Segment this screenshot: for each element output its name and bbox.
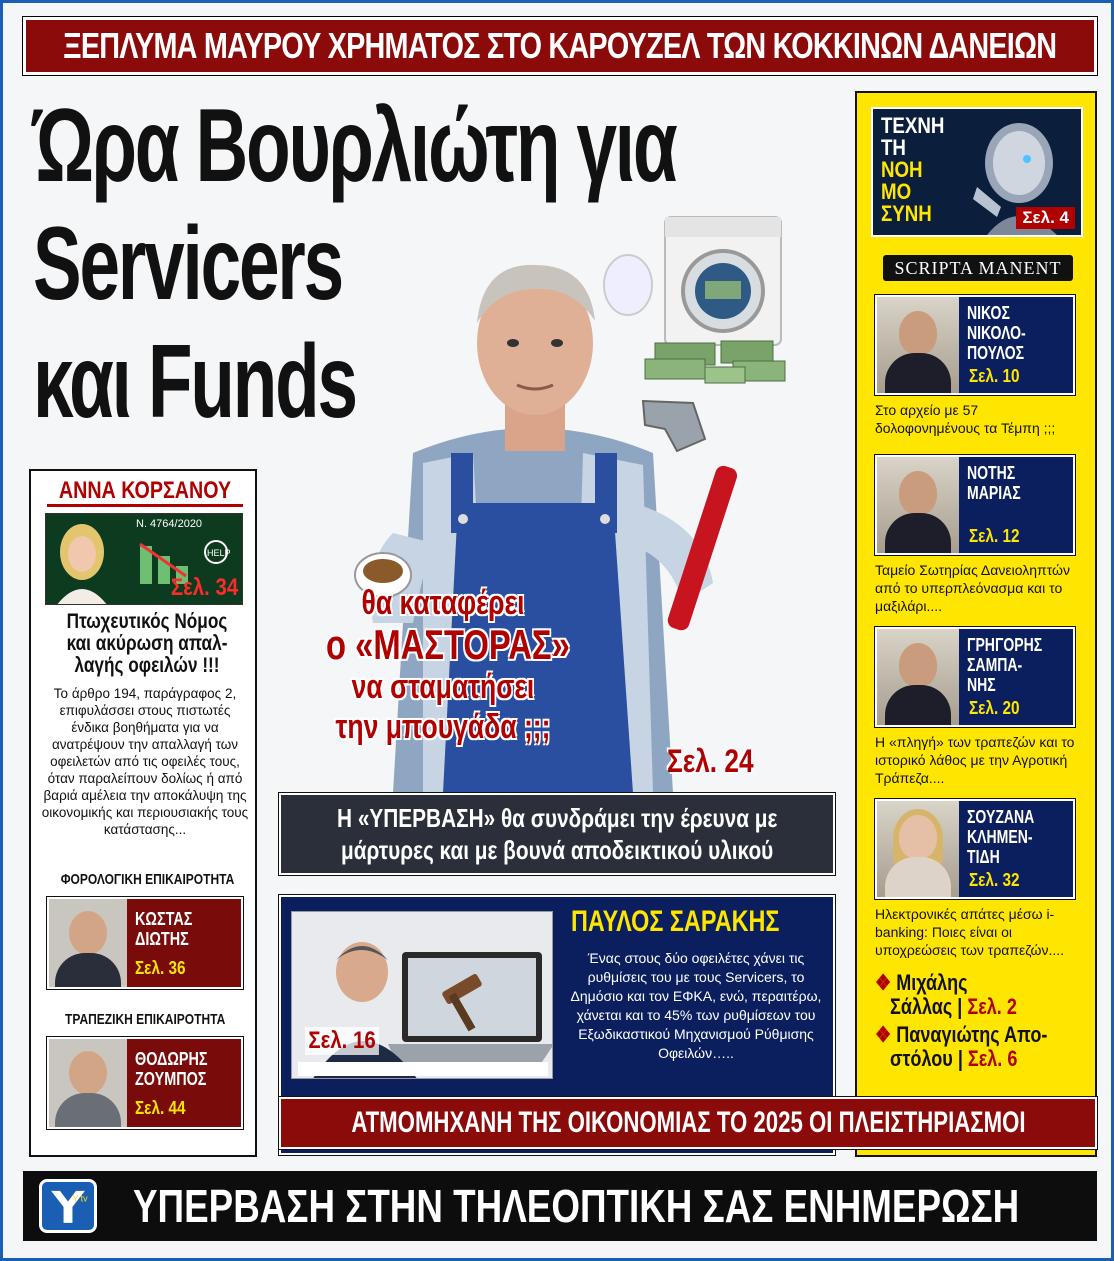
- washing-machine-icon: [604, 217, 781, 345]
- headline-line-1: Ώρα Βουρλιώτη για: [33, 88, 676, 204]
- money-stack-icon: [645, 341, 785, 383]
- tagline-line-1: θα καταφέρει: [361, 584, 525, 622]
- zoumpos-name: [135, 1049, 208, 1089]
- investigation-line-1: Η «ΥΠΕΡΒΑΣΗ» θα συνδράμει την έρευνα με: [336, 803, 778, 833]
- nikolopoulos-photo: [877, 297, 959, 393]
- bullet-separator: |: [957, 994, 963, 1019]
- tax-news-label: [39, 871, 251, 888]
- left-column: [29, 469, 257, 1157]
- auctions-banner: [279, 1097, 1097, 1149]
- ai-article-box[interactable]: [871, 107, 1083, 237]
- woman-portrait-icon: [52, 522, 112, 605]
- law-number-label: Ν. 4764/2020: [136, 518, 203, 530]
- klimentidi-page-ref: Σελ. 32: [969, 870, 1020, 890]
- bottom-bar-text: ΥΠΕΡΒΑΣΗ ΣΤΗΝ ΤΗΛΕΟΠΤΙΚΗ ΣΑΣ ΕΝΗΜΕΡΩΣΗ: [133, 1180, 1020, 1232]
- anna-page-ref[interactable]: Σελ. 34: [170, 574, 238, 601]
- marias-photo: [877, 457, 959, 553]
- tagline-line-4: την μπουγάδα ;;;: [335, 708, 551, 746]
- klimentidi-name: [967, 807, 1034, 867]
- sampanis-name: [967, 635, 1042, 695]
- marias-page-ref: Σελ. 12: [969, 526, 1020, 546]
- yperbasi-tv-logo-icon[interactable]: [39, 1179, 97, 1233]
- bullet-sallas[interactable]: [875, 971, 1050, 1019]
- marias-name: [967, 463, 1021, 503]
- investigation-line-2: μάρτυρες και με βουνά αποδεικτικού υλικού: [340, 835, 774, 865]
- main-story-page-ref[interactable]: Σελ. 24: [667, 743, 754, 779]
- ai-page-ref: Σελ. 4: [1016, 207, 1075, 229]
- right-column: [855, 91, 1097, 1157]
- apostolou-name-1: Παναγιώτης Απο-: [896, 1022, 1048, 1047]
- help-label: HELP: [207, 548, 231, 558]
- y-tv-logo-glyph: [42, 1182, 94, 1230]
- sampanis-name-2: ΣΑΜΠΑ-: [967, 655, 1023, 675]
- writer-marias[interactable]: [875, 455, 1075, 615]
- logo-text: Y tv: [72, 1193, 88, 1204]
- main-tagline: [293, 583, 593, 747]
- nikolopoulos-name-2: ΝΙΚΟΛΟ-: [967, 323, 1026, 343]
- tagline-line-3: να σταματήσει: [351, 668, 535, 706]
- marias-name-2: ΜΑΡΙΑΣ: [967, 483, 1021, 503]
- diotis-card[interactable]: [47, 897, 243, 989]
- investigation-box: [279, 793, 835, 875]
- klimentidi-name-3: ΤΙΔΗ: [967, 847, 1000, 867]
- diotis-first-name: ΚΩΣΤΑΣ: [135, 909, 193, 929]
- diotis-name: [135, 909, 192, 949]
- sarakis-name: ΠΑΥΛΟΣ ΣΑΡΑΚΗΣ: [571, 905, 780, 938]
- ai-title-2: ΤΗ: [881, 135, 906, 160]
- anna-author-label: [47, 477, 243, 507]
- nikolopoulos-desc: Στο αρχείο με 57 δολοφονημένους τα Τέμπη ;;;: [875, 402, 1056, 436]
- writer-klimentidi[interactable]: [875, 799, 1075, 959]
- sampanis-name-3: ΝΗΣ: [967, 675, 996, 695]
- diotis-page-ref: Σελ. 36: [135, 958, 186, 978]
- apostolou-page-ref: Σελ. 6: [967, 1046, 1018, 1071]
- bullet-apostolou[interactable]: [875, 1023, 1050, 1071]
- klimentidi-desc: Ηλεκτρονικές απάτες μέσω i-banking: Ποιες είναι οι υποχρεώσεις των τραπεζών....: [875, 906, 1065, 958]
- sampanis-name-1: ΓΡΗΓΟΡΗΣ: [967, 635, 1043, 655]
- zoumpos-card[interactable]: [47, 1037, 243, 1129]
- ai-title: [881, 115, 944, 225]
- apostolou-name-2: στόλου: [890, 1046, 953, 1071]
- diotis-photo: [49, 899, 127, 987]
- tagline-line-2: ο «ΜΑΣΤΟΡΑΣ»: [326, 621, 570, 668]
- top-banner-text: ΞΕΠΛΥΜΑ ΜΑΥΡΟΥ ΧΡΗΜΑΤΟΣ ΣΤΟ ΚΑΡΟΥΖΕΛ ΤΩΝ ΚΟΚΚΙΝΩΝ ΔΑΝΕΙΩΝ: [63, 25, 1057, 66]
- nikolopoulos-name-1: ΝΙΚΟΣ: [967, 303, 1010, 323]
- columnist-bullets: [875, 971, 1089, 1075]
- nikolopoulos-name: [967, 303, 1026, 363]
- zoumpos-page-ref: Σελ. 44: [135, 1098, 186, 1118]
- zoumpos-photo: [49, 1039, 127, 1127]
- top-banner: [23, 17, 1097, 75]
- nikolopoulos-name-3: ΠΟΥΛΟΣ: [967, 343, 1025, 363]
- sarakis-page-ref: Σελ. 16: [305, 1027, 379, 1055]
- sallas-page-ref: Σελ. 2: [967, 994, 1017, 1019]
- diamond-bullet-icon: ❖: [875, 1022, 892, 1047]
- sampanis-page-ref: Σελ. 20: [969, 698, 1020, 718]
- klimentidi-name-1: ΣΟΥΖΑΝΑ: [967, 807, 1035, 827]
- sampanis-desc: Η «πληγή» των τραπεζών και το ιστορικό λάθος με την Αγροτική Τράπεζα....: [875, 734, 1075, 786]
- ai-title-1: ΤΕΧΝΗ: [881, 113, 945, 138]
- ai-title-4: ΜΟ: [881, 179, 912, 204]
- bullet-separator: |: [957, 1046, 963, 1071]
- klimentidi-photo: [877, 801, 959, 897]
- sallas-last-name: Σάλλας: [890, 994, 953, 1019]
- marias-desc: Ταμείο Σωτηρίας Δανειοληπτών από το υπερπλεόνασμα και το μαξιλάρι....: [875, 562, 1070, 614]
- writer-nikolopoulos[interactable]: [875, 295, 1075, 437]
- sampanis-photo: [877, 629, 959, 725]
- klimentidi-name-2: ΚΛΗΜΕΝ-: [967, 827, 1033, 847]
- scripta-manent-label: SCRIPTA MANENT: [883, 255, 1073, 281]
- marias-name-1: ΝΟΤΗΣ: [967, 463, 1016, 483]
- headline-line-2: Servicers: [33, 206, 342, 322]
- writer-sampanis[interactable]: [875, 627, 1075, 787]
- diotis-last-name: ΔΙΩΤΗΣ: [135, 929, 189, 949]
- sarakis-desc: Ένας στους δύο οφειλέτες χάνει τις ρυθμίσεις του με τους Servicers, το Δημόσιο και τον ΕΦΚΑ, ενώ, περαιτέρω, χάνεται και το 45% των ρυθμίσεων του Εξωδικαστικού Μηχανισμού Ρύθμισης Οφειλών…..: [570, 950, 822, 1061]
- anna-headline-1: Πτωχευτικός Νόμος: [66, 610, 228, 633]
- anna-article-image: [45, 513, 243, 605]
- ai-title-3: ΝΟΗ: [881, 157, 923, 182]
- anna-author-name: ΑΝΝΑ ΚΟΡΣΑΝΟΥ: [58, 476, 232, 504]
- bank-news-label: [39, 1011, 251, 1028]
- sallas-first-name: Μιχάλης: [896, 970, 968, 995]
- anna-headline-2: και ακύρωση απαλ-: [66, 632, 228, 655]
- anna-article-headline: [45, 611, 249, 677]
- bank-news-text: ΤΡΑΠΕΖΙΚΗ ΕΠΙΚΑΙΡΟΤΗΤΑ: [64, 1011, 226, 1028]
- nikolopoulos-page-ref: Σελ. 10: [969, 366, 1020, 386]
- ai-title-5: ΣΥΝΗ: [881, 201, 932, 226]
- anna-article-body: Το άρθρο 194, παράγραφος 2, επιφυλάσσει στους πιστωτές ένδικα βοηθήματα για να ανατρέψουν την απαλλαγή των οφειλετών από τις οφειλές τους, όταν παραλείπουν δολίως ή από βαριά αμέλεια την αποκάλυψη της οικονομικής και περιουσιακής τους κατάστασης...: [41, 686, 249, 837]
- auctions-banner-text: ΑΤΜΟΜΗΧΑΝΗ ΤΗΣ ΟΙΚΟΝΟΜΙΑΣ ΤΟ 2025 ΟΙ ΠΛΕΙΣΤΗΡΙΑΣΜΟΙ: [350, 1106, 1026, 1139]
- diamond-bullet-icon: ❖: [875, 970, 892, 995]
- zoumpos-last-name: ΖΟΥΜΠΟΣ: [135, 1069, 207, 1089]
- tax-news-text: ΦΟΡΟΛΟΓΙΚΗ ΕΠΙΚΑΙΡΟΤΗΤΑ: [60, 871, 235, 888]
- bottom-tv-bar: [23, 1171, 1097, 1241]
- anna-headline-3: λαγής οφειλών !!!: [74, 654, 220, 677]
- zoumpos-first-name: ΘΟΔΩΡΗΣ: [135, 1049, 208, 1069]
- headline-line-3: και Funds: [33, 324, 356, 440]
